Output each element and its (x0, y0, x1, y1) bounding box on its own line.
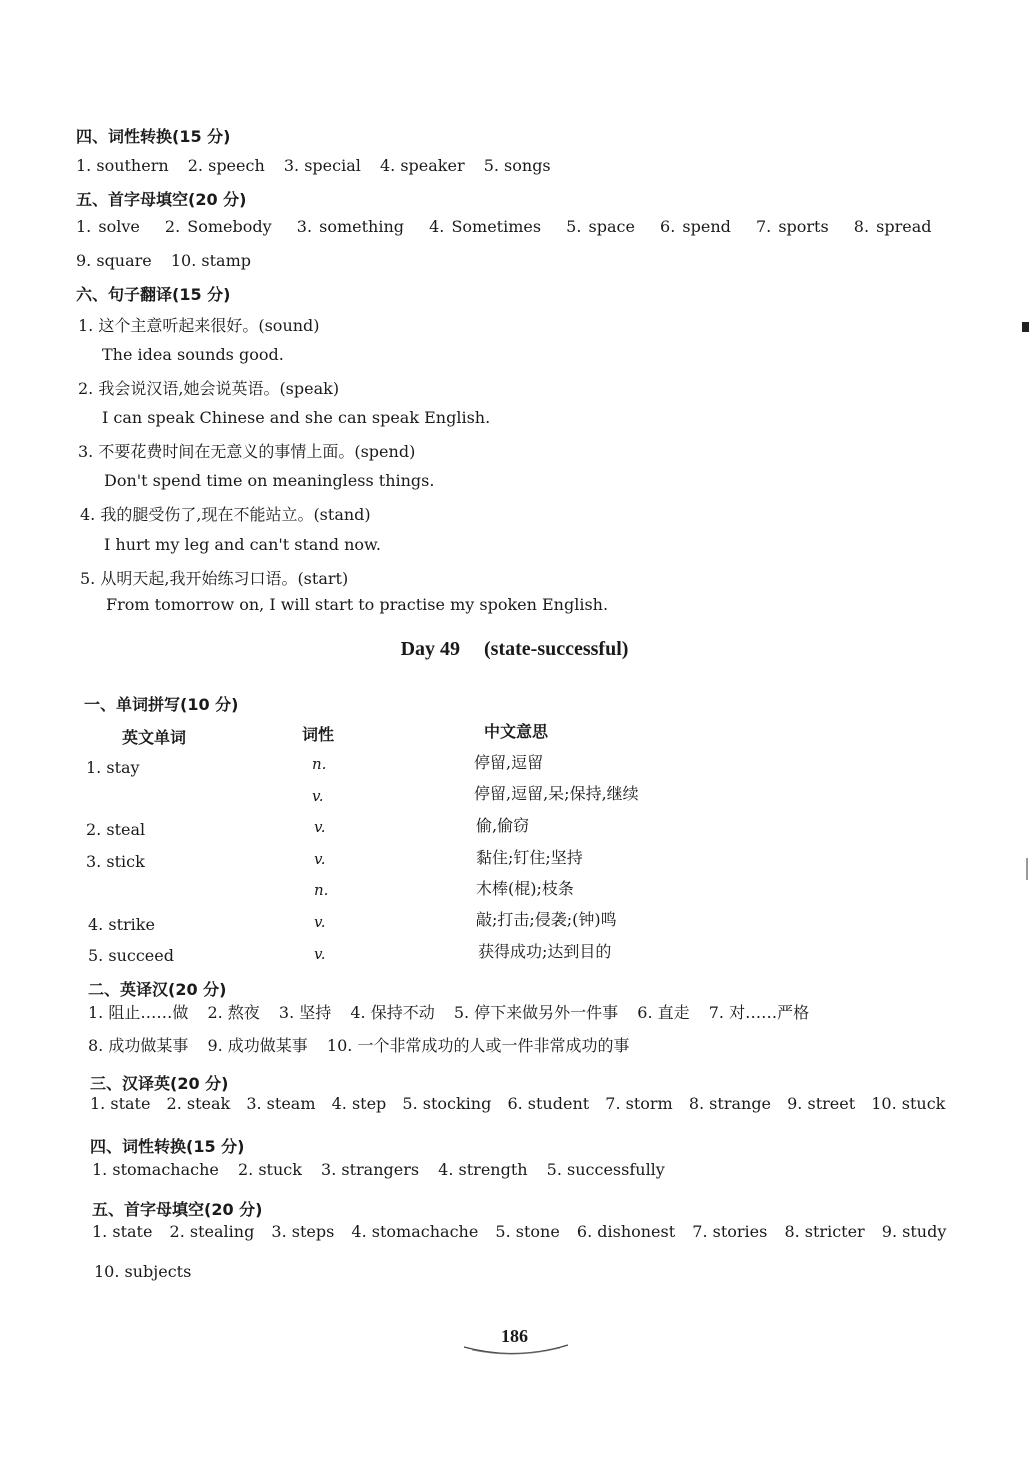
answer-item: 1. solve (76, 217, 140, 236)
answer-row (92, 1222, 960, 1241)
answer-row (92, 1160, 679, 1179)
vocab-meaning: 敲;打击;侵袭;(钟)鸣 (476, 910, 617, 929)
answer-item: 6. spend (660, 217, 731, 236)
answer-item: 9. 成功做某事 (207, 1036, 308, 1055)
answer-item: 3. 坚持 (278, 1003, 332, 1022)
answer-row (76, 156, 565, 175)
translation-answer: From tomorrow on, I will start to practise my spoken English. (106, 595, 609, 614)
translation-prompt: 4. 我的腿受伤了,现在不能站立。(stand) (80, 505, 371, 524)
scan-mark (1022, 322, 1029, 332)
vocab-pos: v. (314, 945, 326, 963)
translation-prompt: 3. 不要花费时间在无意义的事情上面。(spend) (78, 442, 416, 461)
answer-row (76, 217, 946, 236)
section-heading: 二、英译汉(20 分) (88, 980, 227, 999)
vocab-word: 1. stay (86, 758, 140, 777)
column-header-meaning: 中文意思 (484, 722, 549, 741)
answer-row (94, 1262, 205, 1281)
answer-item: 2. speech (187, 156, 265, 175)
vocab-word: 3. stick (86, 852, 145, 871)
translation-answer: The idea sounds good. (102, 345, 284, 364)
answer-item: 8. spread (853, 217, 932, 236)
answer-item: 1. 阻止……做 (88, 1003, 189, 1022)
vocab-word: 4. strike (88, 915, 155, 934)
answer-item: 7. 对……严格 (708, 1003, 810, 1022)
answer-item: 5. songs (483, 156, 551, 175)
vocab-word: 2. steal (86, 820, 146, 839)
vocab-meaning: 停留,逗留 (474, 753, 544, 772)
vocab-pos: v. (314, 913, 326, 931)
vocab-pos: v. (314, 850, 326, 868)
vocab-meaning: 停留,逗留,呆;保持,继续 (474, 784, 639, 803)
answer-item: 9. street (787, 1094, 856, 1113)
vocab-meaning: 黏住;钉住;坚持 (476, 848, 583, 867)
answer-item: 10. stamp (170, 251, 251, 270)
answer-item: 4. step (331, 1094, 387, 1113)
vocab-meaning: 获得成功;达到目的 (478, 942, 612, 961)
answer-row (88, 1033, 643, 1056)
answer-item: 2. 熬夜 (207, 1003, 260, 1022)
vocab-meaning: 木棒(棍);枝条 (476, 879, 574, 898)
answer-item: 6. dishonest (576, 1222, 676, 1241)
page-number: 186 (501, 1326, 528, 1346)
answer-item: 8. 成功做某事 (88, 1036, 189, 1055)
section-heading: 五、首字母填空(20 分) (92, 1200, 263, 1219)
answer-item: 3. something (296, 217, 404, 236)
section-heading: 四、词性转换(15 分) (90, 1137, 245, 1156)
section-heading: 三、汉译英(20 分) (90, 1074, 229, 1093)
answer-item: 5. successfully (546, 1160, 665, 1179)
answer-item: 9. study (881, 1222, 947, 1241)
scan-mark (1026, 858, 1028, 880)
section-heading: 五、首字母填空(20 分) (76, 190, 247, 209)
answer-row (76, 251, 265, 270)
answer-item: 5. stocking (402, 1094, 492, 1113)
vocab-pos: v. (312, 787, 324, 805)
answer-item: 7. stories (692, 1222, 768, 1241)
answer-item: 3. special (283, 156, 361, 175)
answer-item: 6. student (507, 1094, 590, 1113)
answer-item: 2. Somebody (164, 217, 272, 236)
answer-item: 4. Sometimes (429, 217, 542, 236)
answer-item: 10. stuck (871, 1094, 946, 1113)
answer-item: 4. strength (438, 1160, 528, 1179)
translation-prompt: 2. 我会说汉语,她会说英语。(speak) (78, 379, 340, 398)
vocab-pos: v. (314, 818, 326, 836)
answer-item: 8. stricter (784, 1222, 865, 1241)
answer-item: 10. subjects (94, 1262, 192, 1281)
answer-item: 4. speaker (379, 156, 465, 175)
section-heading: 四、词性转换(15 分) (76, 127, 231, 146)
answer-item: 7. storm (605, 1094, 673, 1113)
answer-item: 6. 直走 (637, 1003, 690, 1022)
answer-item: 5. space (566, 217, 635, 236)
answer-item: 1. stomachache (92, 1160, 219, 1179)
answer-item: 2. stuck (237, 1160, 302, 1179)
answer-item: 10. 一个非常成功的人或一件非常成功的事 (326, 1036, 630, 1055)
answer-item: 1. southern (76, 156, 169, 175)
answer-row (90, 1094, 959, 1113)
answer-item: 5. 停下来做另外一件事 (453, 1003, 619, 1022)
page-number-ornament (462, 1343, 570, 1359)
answer-item: 3. steam (246, 1094, 316, 1113)
vocab-pos: n. (312, 755, 327, 773)
answer-item: 8. strange (688, 1094, 772, 1113)
section-heading: 六、句子翻译(15 分) (76, 285, 231, 304)
answer-item: 5. stone (495, 1222, 560, 1241)
column-header-word: 英文单词 (122, 728, 187, 747)
day-label: Day 49 (400, 638, 461, 660)
answer-item: 1. state (90, 1094, 151, 1113)
answer-item: 3. steps (271, 1222, 335, 1241)
column-header-pos: 词性 (302, 725, 335, 744)
answer-item: 7. sports (755, 217, 829, 236)
answer-item: 4. 保持不动 (350, 1003, 435, 1022)
answer-item: 3. strangers (321, 1160, 420, 1179)
answer-item: 1. state (92, 1222, 153, 1241)
translation-prompt: 5. 从明天起,我开始练习口语。(start) (80, 569, 349, 588)
answer-item: 4. stomachache (351, 1222, 479, 1241)
vocab-pos: n. (314, 881, 329, 899)
answer-item: 2. steak (166, 1094, 231, 1113)
translation-answer: I hurt my leg and can't stand now. (104, 535, 381, 554)
section-heading: 一、单词拼写(10 分) (84, 695, 239, 714)
day-title (0, 638, 1029, 661)
answer-row (88, 1000, 823, 1023)
vocab-word: 5. succeed (88, 946, 174, 965)
answer-item: 9. square (76, 251, 152, 270)
translation-answer: I can speak Chinese and she can speak English. (102, 408, 491, 427)
vocab-meaning: 偷,偷窃 (476, 816, 530, 835)
translation-answer: Don't spend time on meaningless things. (104, 471, 435, 490)
translation-prompt: 1. 这个主意听起来很好。(sound) (78, 316, 320, 335)
day-range: (state-successful) (484, 638, 629, 660)
answer-item: 2. stealing (169, 1222, 255, 1241)
